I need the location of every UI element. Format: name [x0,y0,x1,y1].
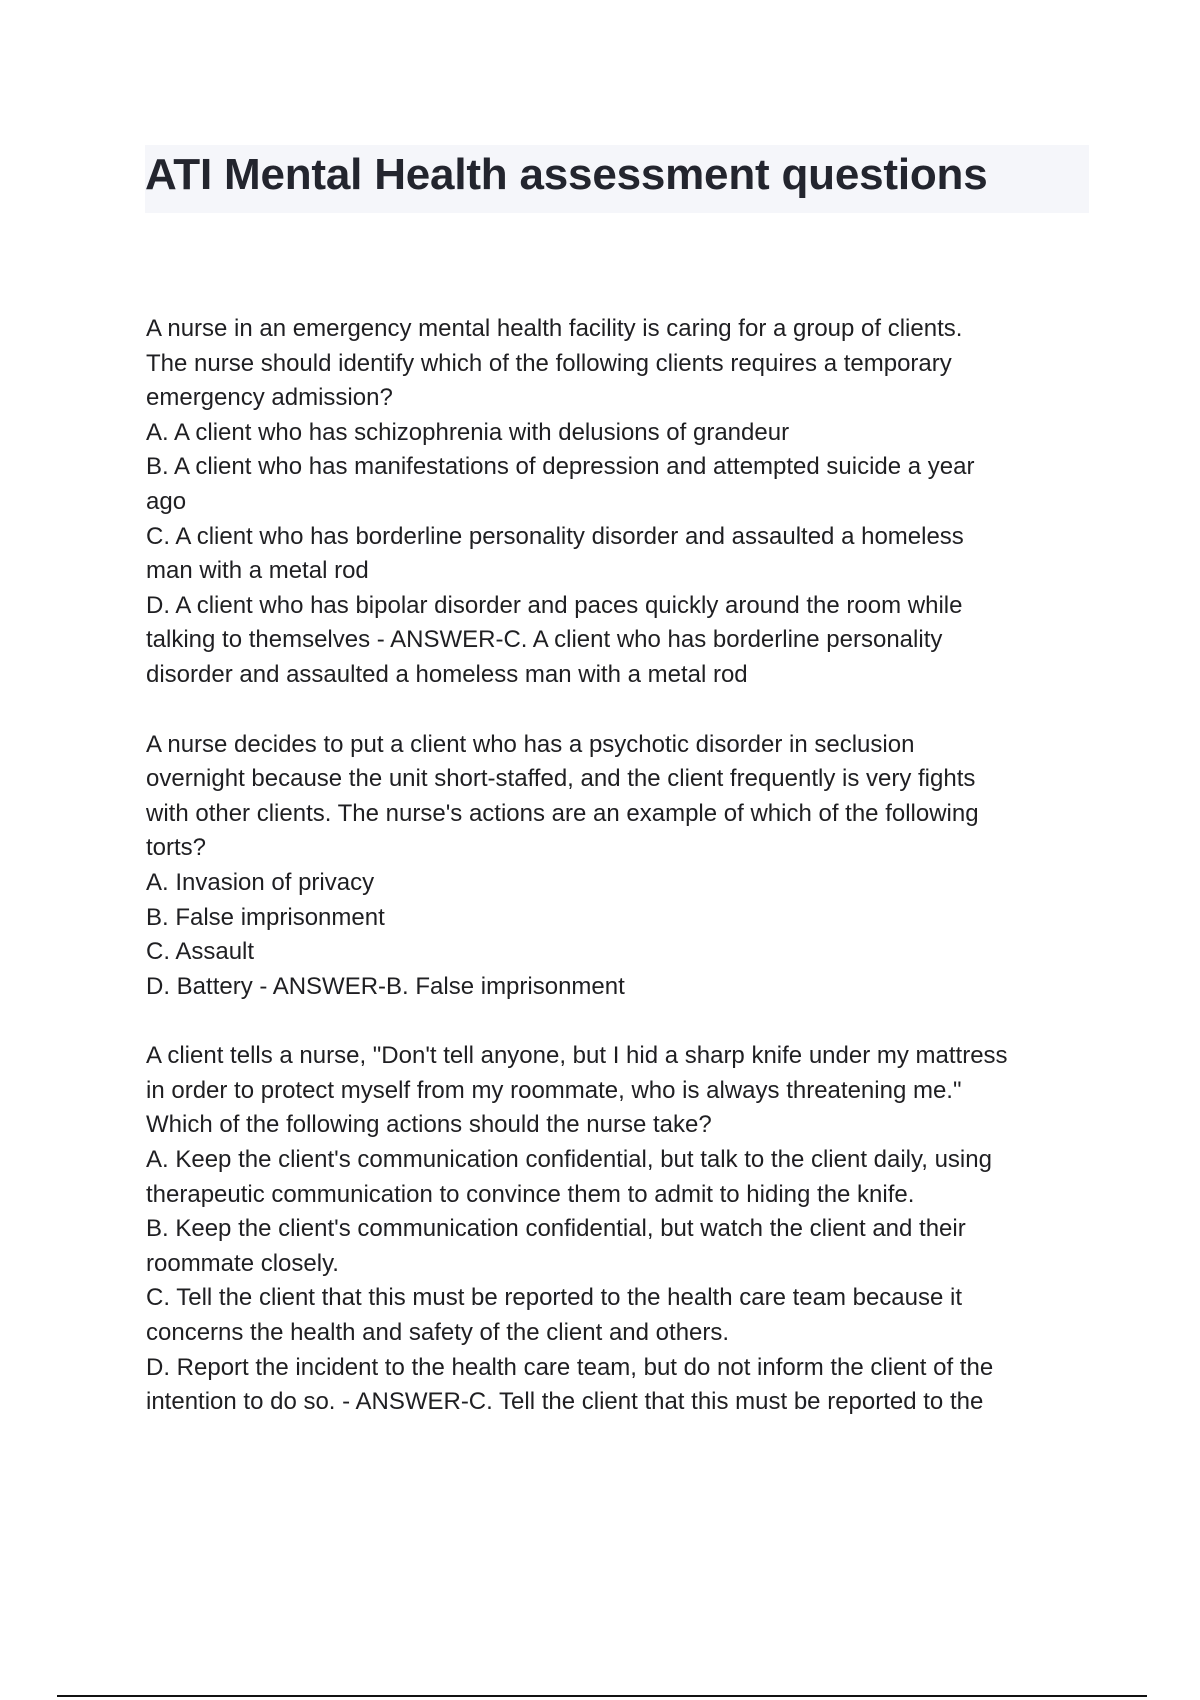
question-3-answer: intention to do so. - ANSWER-C. Tell the client that this must be reported to the [146,1388,984,1416]
question-2-option-b: B. False imprisonment [146,903,385,931]
page-footer-divider [57,1695,1147,1697]
question-3-line: Which of the following actions should the nurse take? [146,1111,712,1139]
question-1-option-b: B. A client who has manifestations of depression and attempted suicide a year [146,453,975,481]
question-2-line: A nurse decides to put a client who has a psychotic disorder in seclusion [146,730,915,758]
question-3-option-c-cont: concerns the health and safety of the client and others. [146,1319,730,1347]
question-2-option-d-answer: D. Battery - ANSWER-B. False imprisonment [146,972,625,1000]
question-3-line: in order to protect myself from my roommate, who is always threatening me." [146,1076,962,1104]
page-title: ATI Mental Health assessment questions [145,150,988,199]
question-3-option-d: D. Report the incident to the health care team, but do not inform the client of the [146,1353,994,1381]
question-1-option-b-cont: ago [146,487,187,515]
question-3-option-b: B. Keep the client's communication confidential, but watch the client and their [146,1215,966,1243]
question-1-answer-cont: disorder and assaulted a homeless man with a metal rod [146,660,748,688]
question-1-line: The nurse should identify which of the following clients requires a temporary [146,349,952,377]
question-1-answer: talking to themselves - ANSWER-C. A client who has borderline personality [146,626,943,654]
question-1-option-d: D. A client who has bipolar disorder and paces quickly around the room while [146,591,963,619]
question-2-line: torts? [146,834,207,862]
question-1 [146,312,1106,693]
question-1-line: emergency admission? [146,384,393,412]
question-1-option-c: C. A client who has borderline personality disorder and assaulted a homeless [146,522,964,550]
question-1-line: A nurse in an emergency mental health facility is caring for a group of clients. [146,315,963,342]
question-3-line: A client tells a nurse, "Don't tell anyone, but I hid a sharp knife under my mattress [146,1042,1008,1070]
question-3-option-c: C. Tell the client that this must be reported to the health care team because it [146,1284,963,1312]
question-2 [146,728,1106,1005]
question-3-option-a: A. Keep the client's communication confidential, but talk to the client daily, using [146,1146,992,1174]
question-3-option-b-cont: roommate closely. [146,1249,339,1277]
question-2-option-a: A. Invasion of privacy [146,868,375,896]
question-1-option-a: A. A client who has schizophrenia with delusions of grandeur [146,418,790,446]
question-3-option-a-cont: therapeutic communication to convince them to admit to hiding the knife. [146,1180,915,1208]
question-2-line: overnight because the unit short-staffed, and the client frequently is very fights [146,765,976,793]
document-body [146,312,1106,1455]
question-2-line: with other clients. The nurse's actions are an example of which of the following [146,799,979,827]
question-2-option-c: C. Assault [146,938,255,966]
question-3 [146,1039,1106,1420]
question-1-option-c-cont: man with a metal rod [146,557,369,585]
